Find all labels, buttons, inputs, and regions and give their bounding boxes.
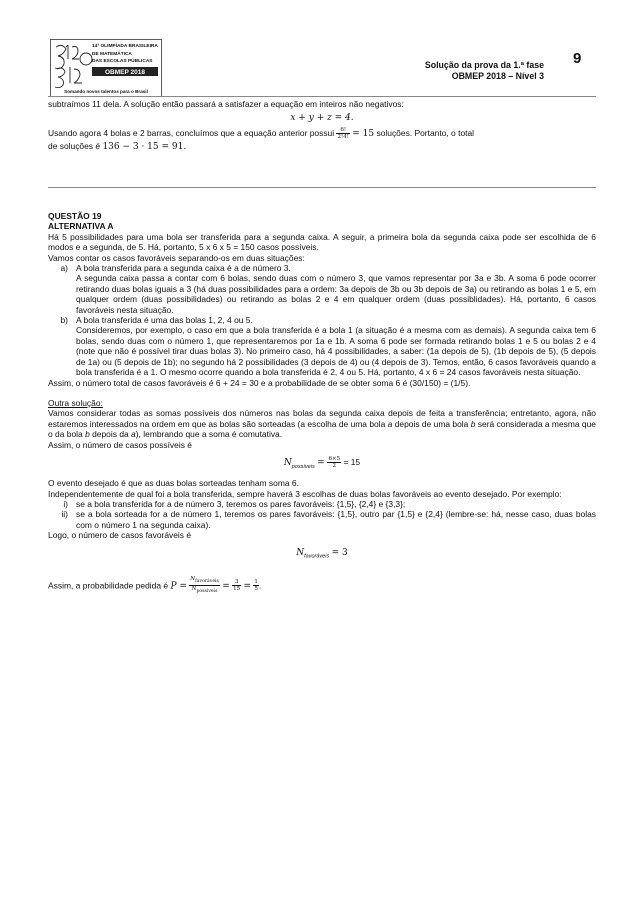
obmep-logo (50, 39, 162, 97)
case-b-title: A bola transferida é uma das bolas 1, 2, 4 ou 5. (76, 315, 253, 326)
frac-num: 6×5 (328, 455, 341, 462)
fraction-3-15 (232, 579, 241, 593)
math: N (283, 458, 292, 469)
outra-paragraph-5: Logo, o número de casos favoráveis é (48, 530, 192, 541)
italic: a (131, 429, 136, 440)
outra-paragraph-4: Independentemente de qual foi a bola transferida, sempre haverá 3 escolhas de duas bolas favoráveis ao evento desejado. Por exemplo: (48, 488, 562, 499)
text: Usando agora 4 bolas e 2 barras, concluímos que a equação anterior possui (48, 128, 335, 139)
italic: b (470, 418, 476, 429)
logo-tagline: Somando novos talentos para o Brasil (64, 89, 148, 94)
fraction-6fact (336, 127, 349, 141)
header-divider (48, 96, 596, 97)
frac-den: 15 (233, 586, 241, 593)
logo-line-3: DAS ESCOLAS PÚBLICAS (92, 59, 153, 64)
italic: b (85, 429, 90, 440)
question-19 (48, 211, 596, 596)
top-paragraph-2 (48, 127, 596, 141)
case-b-body: Consideremos, por exemplo, o caso em que a bola transferida é a bola 1 (a situação é a mesma com as demais). A segunda caixa tem 6 bolas, sendo duas com o número 1, que representaremos por 1a e 1b. A soma 6 pode ser formada retirando bolas 1 e 5 ou bolas 2 e 4 (note que não é possível tirar duas bolas 3). No primeiro caso, há 4 possibilidades, a saber: (1a depois de 5), (1b depois de 5), (5 depois de 1a) ou (5 depois de 1b); no segundo há 2 possibilidades (3 depois de 4) ou (4 depois de 3). Temos, então, 6 casos favoráveis quando a bola transferida é a 1. O mesmo ocorre quando a bola transferida é 2, 4 ou 5. Há, portanto, 4 x 6 = 24 casos favoráveis nesta situação. (76, 325, 596, 378)
page-number: 9 (573, 50, 582, 67)
case-a (48, 263, 596, 315)
math: = (222, 581, 230, 592)
frac-num: 6! (336, 127, 349, 135)
q19-paragraph-2: Vamos contar os casos favoráveis separando-os em duas situações: (48, 252, 305, 263)
top-paragraph-1: subtraímos 11 dela. A solução então passará a satisfazer a equação em inteiros não negativos: (48, 99, 404, 109)
example-i-text: se a bola transferida for a de número 3, teremos os pares favoráveis: {1,5}, {2,4} e {3,3}; (76, 499, 406, 510)
subscript: possíveis (196, 589, 218, 595)
text: Vamos considerar todas as somas possíveis dos números nas bolas da segunda caixa depois de feita a transferência; entretanto, agora, não estaremos interessados na ordem em que as bolas são sorteadas (a escolha de uma bola (48, 408, 596, 429)
outra-paragraph-3: O evento desejado é que as duas bolas sorteadas tenham soma 6. (48, 478, 299, 489)
outra-solucao-title: Outra solução: (48, 397, 103, 408)
question-title: QUESTÃO 19 (48, 211, 102, 221)
equation-xyz: x + y + z = 4. (290, 113, 354, 124)
list-marker: i) (63, 499, 68, 510)
text: = 15 (343, 457, 361, 468)
math: = 15 (352, 129, 375, 140)
frac-num: 3 (232, 579, 241, 587)
math: = 3 (331, 547, 348, 558)
text: de soluções é (48, 140, 101, 151)
logo-line-1: 14ª OLIMPÍADA BRASILEIRA (92, 44, 158, 49)
math: N (296, 547, 305, 558)
text: será considerada a mesma que o da bola (48, 418, 596, 440)
header-title-line2: OBMEP 2018 – Nível 3 (451, 71, 544, 81)
q19-paragraph-1: Há 5 possibilidades para uma bola ser transferida para a segunda caixa. A seguir, a primeira bola da segunda caixa pode ser escolhida de 6 modos e a segunda, de 5. Há, portanto, 5 x 6 x 5 = 150 casos possíveis. (48, 231, 596, 253)
math: 136 − 3 · 15 = 91. (102, 141, 187, 152)
section-divider (48, 187, 596, 188)
logo-obmep-2018: OBMEP 2018 (105, 69, 145, 76)
case-a-body: A segunda caixa passa a contar com 6 bolas, sendo duas com o número 3, que vamos representar por 3a e 3b. A soma 6 pode ocorrer retirando duas bolas iguais a 3 (há duas possibilidades para a ordem: 3a depois de 3b ou 3b depois de 3a) ou retirando as bolas 1 e 5, em qualquer ordem (duas possibilidades) ou retirando as bolas 2 e 4 em qualquer ordem (duas possiblidades). Há, portanto, 6 casos favoráveis nesta situação. (76, 273, 596, 315)
case-a-title: A bola transferida para a segunda caixa é a de número 3. (76, 263, 291, 274)
italic: a (387, 418, 393, 429)
outra-final-probability (48, 576, 596, 596)
math: N (191, 586, 197, 593)
text: soluções. Portanto, o total (376, 128, 475, 139)
fraction-6x5 (327, 456, 341, 470)
text: Assim, a probabilidade pedida é (48, 580, 169, 591)
subscript: possíveis (291, 463, 315, 470)
top-paragraph-3 (48, 141, 596, 152)
text: depois de uma bola (392, 418, 471, 429)
case-b (48, 315, 596, 377)
text: . (258, 580, 262, 591)
example-ii-text: se a bola sorteada for a de número 1, teremos os pares favoráveis: {1,5}, outro par {1,5} e {2,4} (lembre-se: há, nesse caso, duas bolas com o número 1 na segunda caixa). (76, 509, 596, 530)
frac-den: 2!4! (337, 134, 349, 141)
math: P = (170, 581, 187, 592)
math: = (243, 581, 252, 592)
list-marker: a) (60, 263, 68, 274)
frac-num: 1 (254, 578, 258, 585)
list-marker: b) (60, 315, 68, 326)
frac-den: 5 (254, 586, 258, 593)
page-content (48, 99, 596, 152)
header-title-line1: Solução da prova da 1.ª fase (424, 60, 544, 70)
subscript: favoráveis (195, 578, 219, 584)
text: depois da (89, 429, 132, 440)
q19-conclusion: Assim, o número total de casos favoráveis é 6 + 24 = 30 e a probabilidade de se obter soma 6 é (30/150) = (1/5). (48, 377, 471, 388)
logo-line-2: DE MATEMÁTICA (92, 52, 132, 57)
frac-den: 2 (332, 463, 337, 470)
header-title (425, 60, 544, 82)
example-i (48, 499, 596, 509)
fraction-n-ratio (189, 576, 220, 596)
list-marker: ii) (61, 509, 68, 520)
outra-paragraph-2: Assim, o número de casos possíveis é (48, 439, 192, 450)
equation-n-possiveis: $N_{possíveis}$ = $\frac{6\times 5}{2}$ = 15 (283, 455, 361, 470)
answer-letter: ALTERNATIVA A (48, 221, 114, 232)
subscript: favoráveis (304, 553, 330, 560)
example-ii (48, 509, 596, 530)
equation-n-favoraveis (48, 547, 596, 562)
text: ), lembrando que a soma é comutativa. (135, 429, 283, 440)
math: N (190, 575, 196, 582)
outra-paragraph-1 (48, 408, 596, 439)
